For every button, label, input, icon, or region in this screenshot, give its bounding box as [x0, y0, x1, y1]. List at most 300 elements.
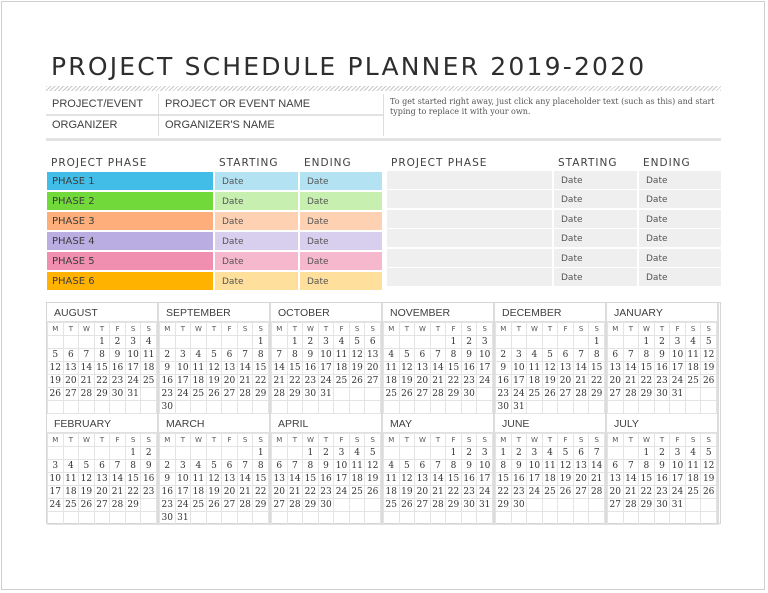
day-cell[interactable]: 3: [318, 336, 334, 349]
day-cell[interactable]: 22: [446, 486, 462, 499]
day-cell[interactable]: 24: [511, 388, 527, 401]
day-cell[interactable]: 15: [446, 362, 462, 375]
day-cell[interactable]: 11: [527, 362, 543, 375]
phase-name[interactable]: PHASE 4: [47, 232, 213, 250]
day-cell[interactable]: 6: [272, 460, 288, 473]
phase-name[interactable]: [387, 190, 552, 208]
day-cell[interactable]: 25: [527, 388, 543, 401]
day-cell[interactable]: 28: [430, 388, 446, 401]
day-cell[interactable]: 17: [175, 486, 191, 499]
day-cell[interactable]: 1: [639, 447, 655, 460]
day-cell[interactable]: 5: [79, 460, 95, 473]
day-cell[interactable]: 31: [511, 401, 527, 414]
phase-end-date[interactable]: Date: [639, 190, 721, 208]
day-cell[interactable]: 4: [685, 336, 701, 349]
day-cell[interactable]: 5: [701, 447, 717, 460]
day-cell[interactable]: 24: [477, 375, 493, 388]
day-cell[interactable]: 11: [191, 362, 207, 375]
day-cell[interactable]: 17: [334, 473, 350, 486]
day-cell[interactable]: 4: [191, 349, 207, 362]
day-cell[interactable]: 30: [511, 499, 527, 512]
day-cell[interactable]: 10: [125, 349, 141, 362]
day-cell[interactable]: 14: [237, 473, 253, 486]
day-cell[interactable]: 16: [461, 473, 477, 486]
day-cell[interactable]: 23: [654, 375, 670, 388]
day-cell[interactable]: 8: [253, 460, 269, 473]
day-cell[interactable]: 8: [589, 349, 605, 362]
day-cell[interactable]: 28: [623, 388, 639, 401]
day-cell[interactable]: 24: [670, 486, 686, 499]
day-cell[interactable]: 20: [608, 486, 624, 499]
day-cell[interactable]: 26: [542, 388, 558, 401]
day-cell[interactable]: 30: [110, 388, 126, 401]
day-cell[interactable]: 27: [415, 499, 431, 512]
day-cell[interactable]: 9: [318, 460, 334, 473]
day-cell[interactable]: 30: [461, 499, 477, 512]
day-cell[interactable]: 21: [110, 486, 126, 499]
phase-start-date[interactable]: Date: [554, 249, 637, 267]
day-cell[interactable]: 12: [79, 473, 95, 486]
day-cell[interactable]: 24: [334, 486, 350, 499]
day-cell[interactable]: 13: [558, 362, 574, 375]
day-cell[interactable]: 19: [79, 486, 95, 499]
day-cell[interactable]: 5: [542, 349, 558, 362]
day-cell[interactable]: 8: [253, 349, 269, 362]
day-cell[interactable]: 28: [79, 388, 95, 401]
day-cell[interactable]: 12: [701, 460, 717, 473]
day-cell[interactable]: 7: [623, 460, 639, 473]
day-cell[interactable]: 31: [125, 388, 141, 401]
day-cell[interactable]: 8: [287, 349, 303, 362]
day-cell[interactable]: 12: [399, 362, 415, 375]
day-cell[interactable]: 18: [191, 375, 207, 388]
day-cell[interactable]: 23: [160, 388, 176, 401]
day-cell[interactable]: 14: [623, 362, 639, 375]
day-cell[interactable]: 20: [415, 486, 431, 499]
day-cell[interactable]: 10: [477, 460, 493, 473]
day-cell[interactable]: 15: [639, 473, 655, 486]
day-cell[interactable]: 20: [94, 486, 110, 499]
day-cell[interactable]: 18: [542, 473, 558, 486]
day-cell[interactable]: 27: [415, 388, 431, 401]
day-cell[interactable]: 7: [237, 349, 253, 362]
day-cell[interactable]: 27: [608, 388, 624, 401]
phase-name[interactable]: PHASE 2: [47, 192, 213, 210]
day-cell[interactable]: 29: [446, 388, 462, 401]
phase-start-date[interactable]: Date: [215, 212, 298, 230]
day-cell[interactable]: 4: [542, 447, 558, 460]
day-cell[interactable]: 28: [573, 388, 589, 401]
day-cell[interactable]: 12: [48, 362, 64, 375]
day-cell[interactable]: 8: [125, 460, 141, 473]
day-cell[interactable]: 17: [670, 473, 686, 486]
day-cell[interactable]: 5: [206, 349, 222, 362]
day-cell[interactable]: 12: [349, 349, 365, 362]
day-cell[interactable]: 23: [654, 486, 670, 499]
day-cell[interactable]: 19: [48, 375, 64, 388]
day-cell[interactable]: 12: [206, 473, 222, 486]
phase-name[interactable]: [387, 268, 552, 286]
day-cell[interactable]: 14: [623, 473, 639, 486]
day-cell[interactable]: 23: [461, 486, 477, 499]
day-cell[interactable]: 20: [558, 375, 574, 388]
day-cell[interactable]: 2: [654, 447, 670, 460]
day-cell[interactable]: 24: [527, 486, 543, 499]
day-cell[interactable]: 18: [141, 362, 157, 375]
day-cell[interactable]: 10: [175, 362, 191, 375]
day-cell[interactable]: 12: [206, 362, 222, 375]
day-cell[interactable]: 16: [110, 362, 126, 375]
phase-start-date[interactable]: Date: [215, 192, 298, 210]
day-cell[interactable]: 20: [222, 486, 238, 499]
day-cell[interactable]: 9: [110, 349, 126, 362]
day-cell[interactable]: 28: [272, 388, 288, 401]
day-cell[interactable]: 24: [175, 388, 191, 401]
day-cell[interactable]: 27: [272, 499, 288, 512]
day-cell[interactable]: 26: [349, 375, 365, 388]
day-cell[interactable]: 30: [160, 401, 176, 414]
day-cell[interactable]: 25: [141, 375, 157, 388]
day-cell[interactable]: 27: [558, 388, 574, 401]
day-cell[interactable]: 16: [496, 375, 512, 388]
day-cell[interactable]: 13: [415, 362, 431, 375]
phase-end-date[interactable]: Date: [300, 172, 382, 190]
day-cell[interactable]: 28: [287, 499, 303, 512]
phase-end-date[interactable]: Date: [300, 212, 382, 230]
day-cell[interactable]: 3: [125, 336, 141, 349]
day-cell[interactable]: 11: [63, 473, 79, 486]
day-cell[interactable]: 14: [573, 362, 589, 375]
day-cell[interactable]: 20: [222, 375, 238, 388]
day-cell[interactable]: 6: [222, 349, 238, 362]
day-cell[interactable]: 5: [365, 447, 381, 460]
day-cell[interactable]: 29: [639, 499, 655, 512]
day-cell[interactable]: 29: [496, 499, 512, 512]
day-cell[interactable]: 10: [175, 473, 191, 486]
day-cell[interactable]: 4: [334, 336, 350, 349]
day-cell[interactable]: 16: [461, 362, 477, 375]
day-cell[interactable]: 26: [206, 499, 222, 512]
day-cell[interactable]: 15: [287, 362, 303, 375]
phase-name[interactable]: [387, 229, 552, 247]
day-cell[interactable]: 7: [573, 349, 589, 362]
day-cell[interactable]: 6: [573, 447, 589, 460]
day-cell[interactable]: 11: [685, 349, 701, 362]
day-cell[interactable]: 13: [573, 460, 589, 473]
day-cell[interactable]: 6: [222, 460, 238, 473]
day-cell[interactable]: 13: [365, 349, 381, 362]
day-cell[interactable]: 26: [701, 375, 717, 388]
day-cell[interactable]: 24: [175, 499, 191, 512]
day-cell[interactable]: 10: [318, 349, 334, 362]
day-cell[interactable]: 17: [477, 473, 493, 486]
phase-name[interactable]: [387, 210, 552, 228]
day-cell[interactable]: 28: [237, 499, 253, 512]
day-cell[interactable]: 25: [63, 499, 79, 512]
day-cell[interactable]: 30: [461, 388, 477, 401]
day-cell[interactable]: 12: [542, 362, 558, 375]
day-cell[interactable]: 22: [446, 375, 462, 388]
day-cell[interactable]: 8: [496, 460, 512, 473]
day-cell[interactable]: 7: [430, 349, 446, 362]
day-cell[interactable]: 27: [573, 486, 589, 499]
day-cell[interactable]: 13: [415, 473, 431, 486]
day-cell[interactable]: 30: [303, 388, 319, 401]
day-cell[interactable]: 23: [141, 486, 157, 499]
day-cell[interactable]: 14: [430, 362, 446, 375]
day-cell[interactable]: 21: [237, 486, 253, 499]
day-cell[interactable]: 7: [237, 460, 253, 473]
day-cell[interactable]: 4: [63, 460, 79, 473]
day-cell[interactable]: 5: [48, 349, 64, 362]
day-cell[interactable]: 18: [384, 375, 400, 388]
phase-end-date[interactable]: Date: [300, 272, 382, 290]
day-cell[interactable]: 1: [253, 336, 269, 349]
day-cell[interactable]: 11: [334, 349, 350, 362]
day-cell[interactable]: 2: [110, 336, 126, 349]
day-cell[interactable]: 28: [110, 499, 126, 512]
day-cell[interactable]: 20: [365, 362, 381, 375]
day-cell[interactable]: 3: [334, 447, 350, 460]
phase-end-date[interactable]: Date: [300, 232, 382, 250]
phase-start-date[interactable]: Date: [215, 172, 298, 190]
day-cell[interactable]: 25: [384, 499, 400, 512]
phase-start-date[interactable]: Date: [554, 229, 637, 247]
day-cell[interactable]: 16: [318, 473, 334, 486]
day-cell[interactable]: 7: [430, 460, 446, 473]
day-cell[interactable]: 5: [399, 349, 415, 362]
day-cell[interactable]: 11: [384, 362, 400, 375]
day-cell[interactable]: 15: [639, 362, 655, 375]
day-cell[interactable]: 18: [685, 362, 701, 375]
day-cell[interactable]: 14: [79, 362, 95, 375]
day-cell[interactable]: 18: [63, 486, 79, 499]
day-cell[interactable]: 15: [253, 362, 269, 375]
day-cell[interactable]: 20: [63, 375, 79, 388]
day-cell[interactable]: 19: [558, 473, 574, 486]
day-cell[interactable]: 22: [589, 375, 605, 388]
day-cell[interactable]: 1: [589, 336, 605, 349]
day-cell[interactable]: 1: [94, 336, 110, 349]
day-cell[interactable]: 29: [125, 499, 141, 512]
day-cell[interactable]: 23: [303, 375, 319, 388]
day-cell[interactable]: 29: [287, 388, 303, 401]
day-cell[interactable]: 25: [685, 486, 701, 499]
day-cell[interactable]: 21: [623, 375, 639, 388]
day-cell[interactable]: 30: [318, 499, 334, 512]
day-cell[interactable]: 15: [253, 473, 269, 486]
day-cell[interactable]: 2: [461, 336, 477, 349]
day-cell[interactable]: 23: [461, 375, 477, 388]
day-cell[interactable]: 27: [94, 499, 110, 512]
day-cell[interactable]: 2: [318, 447, 334, 460]
day-cell[interactable]: 1: [496, 447, 512, 460]
day-cell[interactable]: 5: [399, 460, 415, 473]
day-cell[interactable]: 27: [222, 499, 238, 512]
day-cell[interactable]: 2: [511, 447, 527, 460]
day-cell[interactable]: 19: [701, 362, 717, 375]
day-cell[interactable]: 20: [573, 473, 589, 486]
day-cell[interactable]: 9: [511, 460, 527, 473]
day-cell[interactable]: 19: [349, 362, 365, 375]
day-cell[interactable]: 5: [349, 336, 365, 349]
day-cell[interactable]: 28: [237, 388, 253, 401]
day-cell[interactable]: 15: [303, 473, 319, 486]
day-cell[interactable]: 29: [94, 388, 110, 401]
day-cell[interactable]: 3: [511, 349, 527, 362]
day-cell[interactable]: 11: [685, 460, 701, 473]
phase-start-date[interactable]: Date: [554, 171, 637, 189]
day-cell[interactable]: 4: [685, 447, 701, 460]
day-cell[interactable]: 21: [430, 375, 446, 388]
day-cell[interactable]: 29: [589, 388, 605, 401]
day-cell[interactable]: 25: [334, 375, 350, 388]
day-cell[interactable]: 18: [349, 473, 365, 486]
day-cell[interactable]: 18: [384, 486, 400, 499]
day-cell[interactable]: 27: [63, 388, 79, 401]
phase-start-date[interactable]: Date: [215, 232, 298, 250]
day-cell[interactable]: 25: [349, 486, 365, 499]
day-cell[interactable]: 21: [623, 486, 639, 499]
day-cell[interactable]: 8: [446, 349, 462, 362]
day-cell[interactable]: 6: [558, 349, 574, 362]
day-cell[interactable]: 26: [79, 499, 95, 512]
day-cell[interactable]: 23: [511, 486, 527, 499]
day-cell[interactable]: 15: [94, 362, 110, 375]
day-cell[interactable]: 9: [496, 362, 512, 375]
day-cell[interactable]: 7: [272, 349, 288, 362]
day-cell[interactable]: 23: [110, 375, 126, 388]
day-cell[interactable]: 31: [318, 388, 334, 401]
day-cell[interactable]: 8: [639, 349, 655, 362]
phase-start-date[interactable]: Date: [554, 190, 637, 208]
day-cell[interactable]: 12: [558, 460, 574, 473]
day-cell[interactable]: 13: [608, 362, 624, 375]
day-cell[interactable]: 30: [160, 512, 176, 525]
day-cell[interactable]: 4: [384, 349, 400, 362]
day-cell[interactable]: 30: [654, 499, 670, 512]
day-cell[interactable]: 16: [303, 362, 319, 375]
day-cell[interactable]: 22: [639, 375, 655, 388]
phase-start-date[interactable]: Date: [554, 268, 637, 286]
day-cell[interactable]: 17: [175, 375, 191, 388]
day-cell[interactable]: 4: [191, 460, 207, 473]
day-cell[interactable]: 24: [670, 375, 686, 388]
phase-name[interactable]: PHASE 3: [47, 212, 213, 230]
day-cell[interactable]: 16: [160, 375, 176, 388]
day-cell[interactable]: 22: [125, 486, 141, 499]
day-cell[interactable]: 9: [160, 362, 176, 375]
day-cell[interactable]: 21: [79, 375, 95, 388]
day-cell[interactable]: 15: [446, 473, 462, 486]
day-cell[interactable]: 19: [206, 375, 222, 388]
phase-end-date[interactable]: Date: [639, 249, 721, 267]
day-cell[interactable]: 6: [415, 460, 431, 473]
day-cell[interactable]: 4: [384, 460, 400, 473]
phase-start-date[interactable]: Date: [215, 272, 298, 290]
phase-name[interactable]: [387, 249, 552, 267]
day-cell[interactable]: 18: [191, 486, 207, 499]
day-cell[interactable]: 17: [125, 362, 141, 375]
day-cell[interactable]: 31: [670, 388, 686, 401]
day-cell[interactable]: 23: [318, 486, 334, 499]
day-cell[interactable]: 17: [670, 362, 686, 375]
day-cell[interactable]: 2: [303, 336, 319, 349]
day-cell[interactable]: 3: [175, 349, 191, 362]
day-cell[interactable]: 26: [206, 388, 222, 401]
day-cell[interactable]: 10: [477, 349, 493, 362]
day-cell[interactable]: 5: [701, 336, 717, 349]
day-cell[interactable]: 5: [558, 447, 574, 460]
day-cell[interactable]: 31: [670, 499, 686, 512]
day-cell[interactable]: 13: [608, 473, 624, 486]
day-cell[interactable]: 17: [477, 362, 493, 375]
phase-end-date[interactable]: Date: [300, 192, 382, 210]
day-cell[interactable]: 25: [384, 388, 400, 401]
day-cell[interactable]: 8: [639, 460, 655, 473]
day-cell[interactable]: 5: [206, 460, 222, 473]
day-cell[interactable]: 21: [573, 375, 589, 388]
day-cell[interactable]: 27: [365, 375, 381, 388]
phase-end-date[interactable]: Date: [639, 171, 721, 189]
day-cell[interactable]: 3: [477, 336, 493, 349]
phase-name[interactable]: [387, 171, 552, 189]
day-cell[interactable]: 2: [461, 447, 477, 460]
day-cell[interactable]: 7: [287, 460, 303, 473]
day-cell[interactable]: 16: [160, 486, 176, 499]
day-cell[interactable]: 19: [399, 375, 415, 388]
day-cell[interactable]: 20: [415, 375, 431, 388]
day-cell[interactable]: 9: [160, 473, 176, 486]
day-cell[interactable]: 6: [63, 349, 79, 362]
day-cell[interactable]: 2: [496, 349, 512, 362]
day-cell[interactable]: 13: [272, 473, 288, 486]
day-cell[interactable]: 24: [125, 375, 141, 388]
day-cell[interactable]: 14: [287, 473, 303, 486]
day-cell[interactable]: 1: [125, 447, 141, 460]
day-cell[interactable]: 29: [253, 388, 269, 401]
day-cell[interactable]: 21: [237, 375, 253, 388]
day-cell[interactable]: 1: [303, 447, 319, 460]
day-cell[interactable]: 21: [589, 473, 605, 486]
day-cell[interactable]: 30: [654, 388, 670, 401]
day-cell[interactable]: 28: [430, 499, 446, 512]
day-cell[interactable]: 2: [141, 447, 157, 460]
day-cell[interactable]: 23: [160, 499, 176, 512]
day-cell[interactable]: 30: [496, 401, 512, 414]
day-cell[interactable]: 11: [141, 349, 157, 362]
day-cell[interactable]: 26: [701, 486, 717, 499]
day-cell[interactable]: 13: [94, 473, 110, 486]
day-cell[interactable]: 22: [303, 486, 319, 499]
day-cell[interactable]: 11: [191, 473, 207, 486]
day-cell[interactable]: 19: [206, 486, 222, 499]
day-cell[interactable]: 16: [141, 473, 157, 486]
day-cell[interactable]: 23: [496, 388, 512, 401]
day-cell[interactable]: 10: [334, 460, 350, 473]
day-cell[interactable]: 10: [670, 460, 686, 473]
day-cell[interactable]: 4: [527, 349, 543, 362]
day-cell[interactable]: 26: [399, 388, 415, 401]
day-cell[interactable]: 9: [141, 460, 157, 473]
day-cell[interactable]: 3: [670, 447, 686, 460]
day-cell[interactable]: 3: [477, 447, 493, 460]
day-cell[interactable]: 7: [589, 447, 605, 460]
day-cell[interactable]: 21: [287, 486, 303, 499]
day-cell[interactable]: 14: [237, 362, 253, 375]
day-cell[interactable]: 8: [94, 349, 110, 362]
day-cell[interactable]: 22: [496, 486, 512, 499]
